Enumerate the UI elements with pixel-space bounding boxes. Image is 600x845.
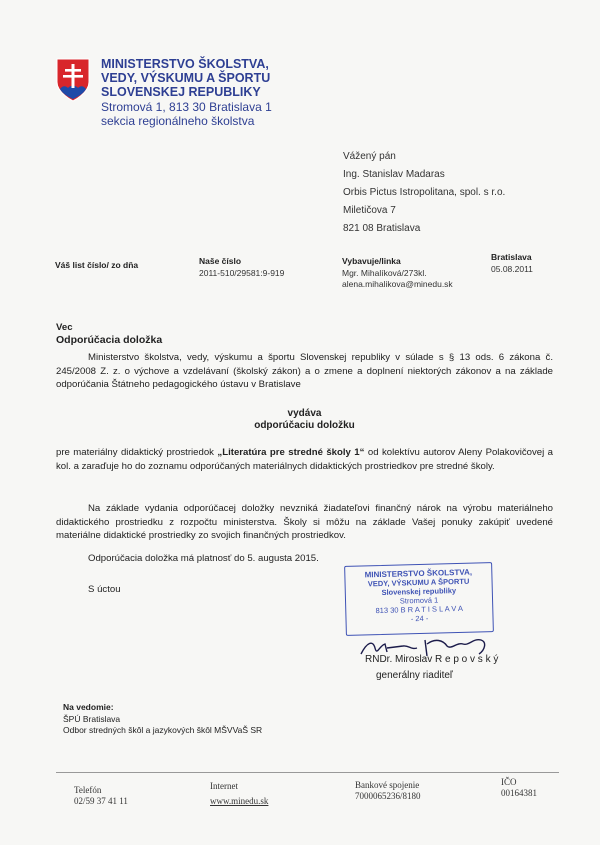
recipient-line: Ing. Stanislav Madaras — [343, 169, 445, 180]
closing-salutation: S úctou — [88, 584, 121, 595]
issues-verb: vydáva — [287, 408, 322, 419]
subject-label: Vec — [56, 322, 73, 333]
recipient-line: 821 08 Bratislava — [343, 223, 421, 234]
notice-item: ŠPÚ Bratislava — [63, 714, 121, 724]
bank-label: Bankové spojenie — [355, 780, 420, 790]
official-stamp — [344, 562, 494, 636]
signatory-title: generálny riaditeľ — [376, 670, 453, 681]
place-date-block — [491, 252, 533, 275]
grant-text-pre: pre materiálny didaktický prostriedok — [56, 447, 218, 458]
contact-email: alena.mihalikova@minedu.sk — [342, 279, 453, 289]
footer-divider — [56, 772, 559, 773]
our-number: 2011-510/29581:9-919 — [199, 268, 285, 278]
institution-name-line: VEDY, VÝSKUMU A ŠPORTU — [101, 71, 271, 85]
subject-title: Odporúčacia doložka — [56, 334, 163, 346]
city-label: Bratislava — [491, 252, 532, 262]
stamp-line: 813 30 B R A T I S L A V A — [375, 603, 464, 616]
notice-list — [63, 714, 262, 736]
stamp-line: - 24 - — [410, 613, 429, 624]
our-number-block — [199, 256, 284, 279]
handled-by: Mgr. Mihalíková/273kl. — [342, 268, 427, 278]
ministry-section: sekcia regionálneho školstva — [101, 114, 255, 128]
grant-text-post: od kolektívu autorov Aleny Polakovičovej a kol. a zaraďuje ho do zoznamu odporúčaných materiálnych didaktických prostriedkov pre stredné školy. — [56, 447, 553, 472]
stamp-line: Slovenskej republiky — [381, 586, 457, 597]
footer-bank — [355, 780, 421, 802]
bank-account: 7000065236/8180 — [355, 791, 421, 801]
ico-label: IČO — [501, 777, 517, 787]
handled-by-label: Vybavuje/linka — [342, 256, 401, 266]
institution-name-line: MINISTERSTVO ŠKOLSTVA, — [101, 57, 269, 71]
ico-value: 00164381 — [501, 788, 537, 798]
notice-label: Na vedomie: — [63, 702, 114, 712]
grant-paragraph — [56, 446, 553, 473]
footer-phone — [74, 785, 128, 807]
website-link[interactable]: www.minedu.sk — [210, 796, 269, 806]
recipient-address — [343, 148, 505, 238]
ministry-header — [101, 57, 272, 128]
your-letter-label: Váš list číslo/ zo dňa — [55, 260, 139, 270]
stamp-line: Stromová 1 — [399, 595, 439, 606]
finance-paragraph: Na základe vydania odporúčacej doložky nevzniká žiadateľovi finančný nárok na výrobu materiálneho didaktického prostriedku z rozpočtu ministerstva. Školy si môžu na základe Vašej ponuky zakúpiť uvedené materiálne didaktické prostriedky zo svojich finančných prostriedkov. — [56, 503, 553, 541]
internet-label: Internet — [210, 781, 238, 791]
recipient-line: Orbis Pictus Istropolitana, spol. s r.o. — [343, 187, 506, 198]
recipient-line: Vážený pán — [343, 151, 396, 162]
stamp-line: VEDY, VÝSKUMU A ŠPORTU — [367, 576, 470, 589]
institution-name-line: SLOVENSKEJ REPUBLIKY — [101, 85, 261, 99]
stamp-line: MINISTERSTVO ŠKOLSTVA, — [364, 567, 473, 580]
our-number-label: Naše číslo — [199, 256, 242, 266]
recipient-line: Miletičova 7 — [343, 205, 396, 216]
intro-paragraph: Ministerstvo školstva, vedy, výskumu a športu Slovenskej republiky v súlade s § 13 ods. 6 zákona č. 245/2008 Z. z. o výchove a vzdelávaní (školský zákon) a o zmene a doplnení niektorých zákonov a na základe odporúčania Štátneho pedagogického ústavu v Bratislave — [56, 352, 553, 390]
notice-item: Odbor stredných škôl a jazykových škôl MŠVVaŠ SR — [63, 725, 263, 735]
footer-internet — [210, 781, 268, 809]
book-title: „Literatúra pre stredné školy 1“ — [217, 447, 365, 458]
phone-label: Telefón — [74, 785, 102, 795]
signatory-name: RNDr. Miroslav R e p o v s k ý — [365, 654, 499, 665]
issues-object: odporúčaciu doložku — [254, 420, 355, 431]
ministry-address: Stromová 1, 813 30 Bratislava 1 — [101, 100, 272, 114]
slovak-coat-of-arms-icon — [56, 58, 90, 102]
phone-value: 02/59 37 41 11 — [74, 796, 128, 806]
letter-date: 05.08.2011 — [491, 264, 533, 274]
handled-by-block — [342, 256, 453, 290]
validity-statement: Odporúčacia doložka má platnosť do 5. augusta 2015. — [88, 553, 319, 564]
footer-ico — [501, 777, 537, 799]
